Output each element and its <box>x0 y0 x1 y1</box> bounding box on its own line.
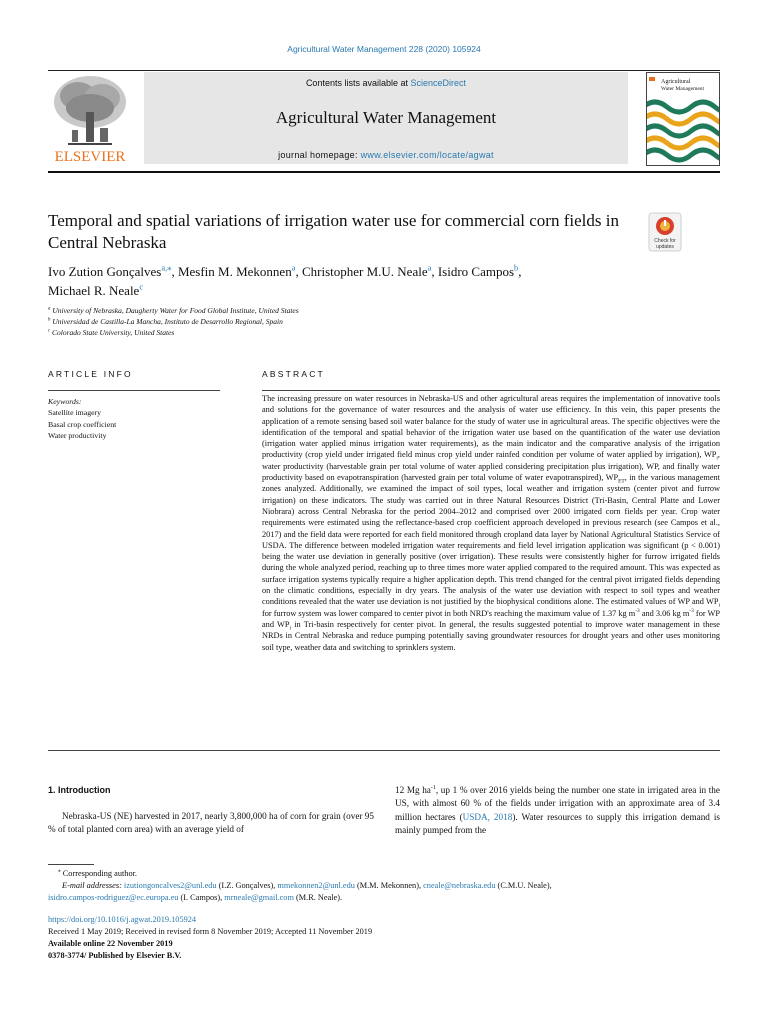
journal-cover[interactable] <box>646 72 720 166</box>
doi-link[interactable]: https://doi.org/10.1016/j.agwat.2019.105924 <box>48 915 197 924</box>
author-sep: , <box>171 264 178 279</box>
author-affil-sup[interactable]: a,⁎ <box>161 262 172 273</box>
email-addresses-cont: isidro.campos-rodriguez@ec.europa.eu (I. Campos), mrneale@gmail.com (M.R. Neale). <box>48 893 343 902</box>
contents-line <box>144 78 628 88</box>
journal-name: Agricultural Water Management <box>275 108 497 127</box>
footnotes <box>48 868 720 904</box>
issn-publisher: 0378-3774/ Published by Elsevier B.V. <box>48 951 182 960</box>
elsevier-logo <box>48 72 132 164</box>
author-affil-sup[interactable]: b <box>514 262 519 273</box>
citation-link[interactable]: USDA, 2018 <box>462 811 513 822</box>
author[interactable]: Mesfin M. Mekonnen <box>177 264 292 279</box>
email-link[interactable]: izutiongoncalves2@unl.edu <box>123 881 217 890</box>
cover-title-1: Agricultural <box>661 79 691 85</box>
article-meta <box>48 914 720 962</box>
article-info-heading: ARTICLE INFO <box>48 369 133 379</box>
header-rule-bottom <box>48 171 720 173</box>
elsevier-tree-icon <box>48 72 132 164</box>
email-link[interactable]: cneale@nebraska.edu <box>423 881 496 890</box>
corresponding-author-note: ⁎ Corresponding author. <box>58 868 137 878</box>
author-sep: , <box>295 264 302 279</box>
check-updates-text-1: Check for <box>654 238 676 244</box>
journal-homepage <box>144 150 628 160</box>
affiliations <box>48 305 608 338</box>
check-updates-text-2: updates <box>656 244 674 250</box>
affiliation: $^c$ Colorado State University, United States <box>48 328 175 337</box>
keywords-label: Keywords: <box>48 397 82 406</box>
cover-title-2: Water Management <box>661 86 705 92</box>
abstract-text: The increasing pressure on water resources in Nebraska-US and other agricultural areas requires the implementation of innovative tools and solutions for the governance of water resources and the analysis of water use efficiency. In this vein, this paper presents the application of a remote sensing based soil water balance for the study of water use in agricultural areas. The specific objectives were the identification of the temporal and spatial behavior of the irrigation water use based on the quantification of the water use deviation (irrigation water applied minus irrigation water requirements), as the main indicator and the comparative analysis of the irrigation productivity (crop yield under irrigated field minus crop yield under rainfed condition per volume of water applied by irrigation), $WP_i$, water productivity (harvestable grain per total volume of water applied considering precipitation plus irrigation), WP, and finally water productivity based on evapotranspiration (harvested grain per total volume of water evapotranspired), $WP_{ET}$, in the various management zones analyzed. Additionally, we examined the impact of soil types, local weather and irrigation system (center pivot and furrow irrigation) on these indicators. The study was carried out in three Natural Resources District (Tri-Basin, Central Platte and Lower Niobrara) across Central Nebraska for the period 2004–2012 and comprised over 2000 irrigated corn fields per year. Crop water requirements were estimated using the reflectance-based crop coefficient approach developed in previous research (see Campos et al., 2017) and the field data were reported for each field monitored through cropland data layer by National Agricultural Statistics Service of USDA. The difference between modeled irrigation water requirements and field level irrigation application was significant (p < 0.001) being the water use deviation in generally positive (over irrigation). These results were consistently higher for furrow irrigated fields during the whole analyzed period, reaching up to three times more water applied compared to the required amount. This was expected as surface irrigation systems typically require a higher application depth. This trend changed for the central pivot irrigated fields depending on the climatic conditions, especially in dry years. The analysis of the water use deviation with respect to soil types and weather conditions revealed that the water use deviation is not justified by the biophysical conditions alone. The estimated values of WP and $WP_i$ for furrow system was lower compared to center pivot in both NRD's reaching the maximum value of 1.37 kg $m^{-3}$ and 3.06 kg $m^{-3}$ for WP and $WP_i$ in Tri-basin respectively for center pivot. In general, the results suggested potential to improve water management in these NRDs in Central Nebraska and reduce pumping potentially saving groundwater resources for drought years and other uses monitoring soil type, weather data and switching to sprinklers system. <box>262 394 720 652</box>
author[interactable]: Ivo Zution Gonçalves <box>48 264 162 279</box>
keyword: Basal crop coefficient <box>48 419 117 429</box>
email-link[interactable]: mmekonnen2@unl.edu <box>277 881 355 890</box>
homepage-link[interactable]: www.elsevier.com/locate/agwat <box>360 150 494 160</box>
available-online: Available online 22 November 2019 <box>48 939 173 948</box>
affiliation: $^a$ University of Nebraska, Daugherty Water for Food Global Institute, United States <box>48 306 299 315</box>
article-title: Temporal and spatial variations of irrigation water use for commercial corn fields in Central Nebraska <box>48 211 619 252</box>
keywords-block <box>48 396 220 442</box>
keyword: Satellite imagery <box>48 408 102 418</box>
elsevier-wordmark: ELSEVIER <box>54 149 126 164</box>
article-info-rule <box>48 390 220 391</box>
affiliation: $^b$ Universidad de Castilla-La Mancha, Instituto de Desarrollo Regional, Spain <box>48 317 283 326</box>
check-for-updates-badge[interactable] <box>646 212 684 252</box>
check-for-updates-icon <box>646 212 684 252</box>
author[interactable]: Isidro Campos <box>437 264 515 279</box>
cover-image <box>647 73 719 165</box>
email-link[interactable]: mrneale@gmail.com <box>224 893 294 902</box>
journal-reference[interactable]: Agricultural Water Management 228 (2020) 105924 <box>287 44 481 54</box>
abstract-end-rule <box>48 750 720 751</box>
abstract-heading: ABSTRACT <box>262 369 325 379</box>
author-sep: , <box>431 264 438 279</box>
author[interactable]: Christopher M.U. Neale <box>301 264 428 279</box>
introduction-heading: 1. Introduction <box>48 785 111 795</box>
email-addresses: E-mail addresses: izutiongoncalves2@unl.edu (I.Z. Gonçalves), mmekonnen2@unl.edu (M.M. Mekonnen), cneale@nebraska.edu (C.M.U. Neale), <box>62 881 552 890</box>
sciencedirect-link[interactable]: ScienceDirect <box>410 78 467 88</box>
header-rule-top <box>48 70 720 71</box>
abstract-rule <box>262 390 720 391</box>
author-list <box>48 262 648 300</box>
intro-left-column: Nebraska-US (NE) harvested in 2017, nearly 3,800,000 ha of corn for grain (over 95 % of total planted corn area) with an average yield of <box>48 811 374 835</box>
author-affil-sup[interactable]: a <box>291 262 296 273</box>
intro-right-column: 12 Mg $ha^{-1}$, up 1 % over 2016 yields being the number one state in irrigated area in the US, with almost 60 % of the fields under irrigation with an approximate area of 3.4 million hectares (USDA, 2018). Water resources to supply this irrigation demand is mainly pumped from the <box>395 784 720 836</box>
homepage-prefix: journal homepage: <box>278 150 358 160</box>
received-dates: Received 1 May 2019; Received in revised form 8 November 2019; Accepted 11 November 2019 <box>48 927 373 936</box>
author[interactable]: Michael R. Neale <box>48 283 140 298</box>
email-link[interactable]: isidro.campos-rodriguez@ec.europa.eu <box>48 893 179 902</box>
contents-prefix: Contents lists available at <box>305 78 408 88</box>
author-affil-sup[interactable]: a <box>427 262 432 273</box>
author-affil-sup[interactable]: c <box>139 281 144 292</box>
keyword: Water productivity <box>48 431 107 441</box>
footnote-rule <box>48 864 94 865</box>
author-sep: , <box>518 264 522 279</box>
